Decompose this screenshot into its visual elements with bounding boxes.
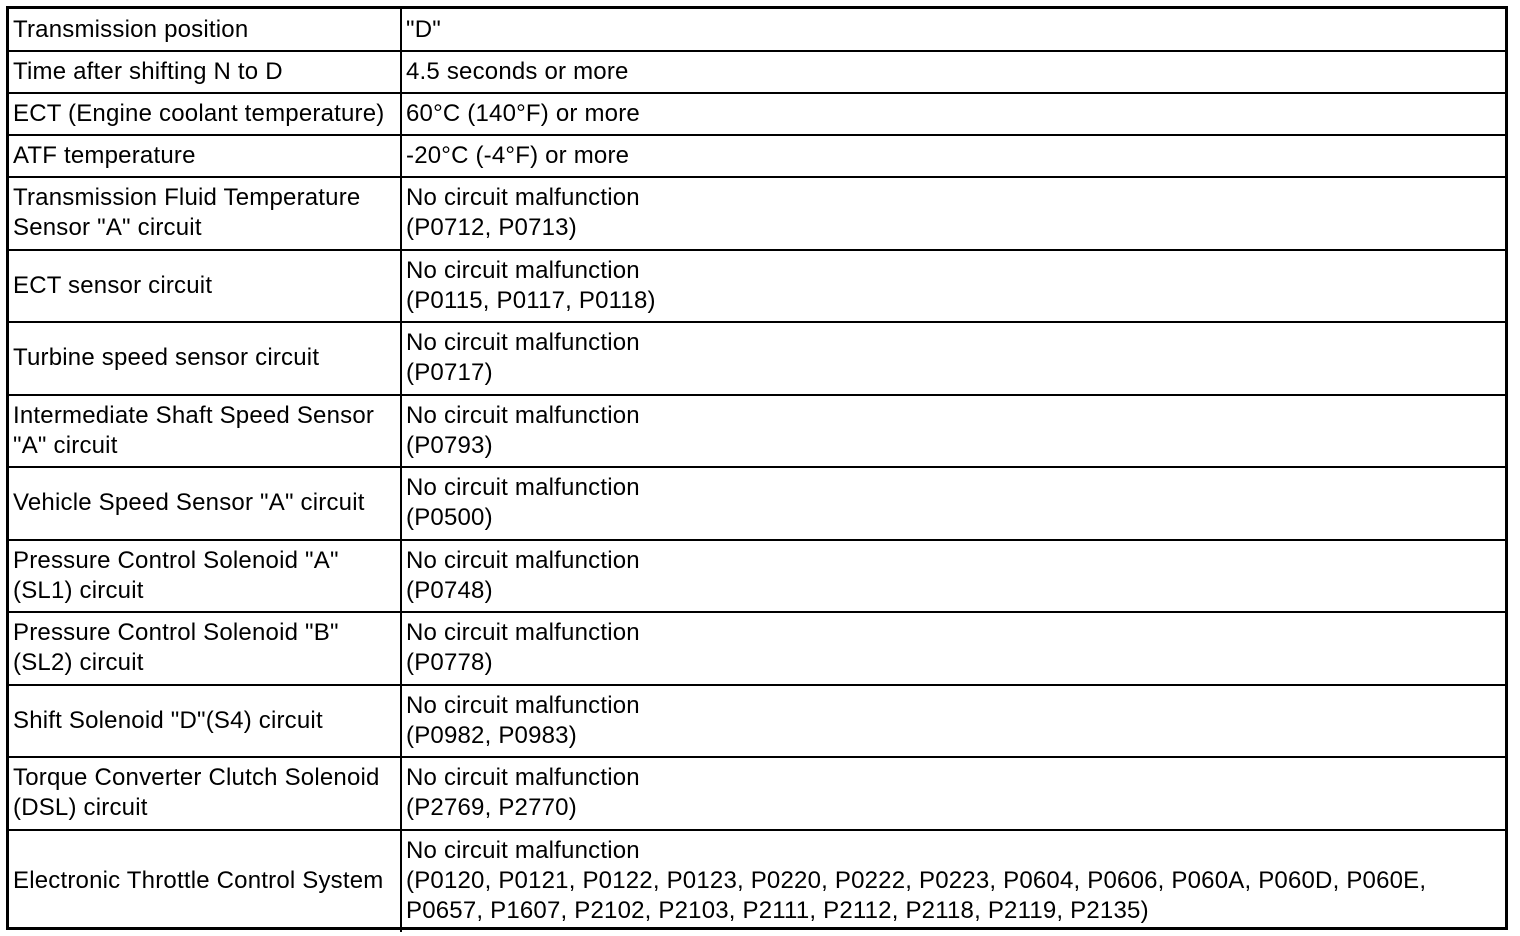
condition-cell bbox=[401, 830, 1505, 932]
condition-cell bbox=[401, 93, 1505, 135]
condition-cell bbox=[401, 9, 1505, 51]
item-label-line: Torque Converter Clutch Solenoid bbox=[13, 764, 380, 792]
item-cell bbox=[9, 135, 401, 177]
item-cell bbox=[9, 51, 401, 93]
condition-cell bbox=[401, 540, 1505, 613]
table-row bbox=[9, 9, 1505, 51]
table-row bbox=[9, 177, 1505, 250]
item-label: Transmission position bbox=[13, 15, 249, 43]
table-row bbox=[9, 830, 1505, 932]
dtc-codes: (P0712, P0713) bbox=[406, 214, 577, 242]
dtc-codes: (P0115, P0117, P0118) bbox=[406, 286, 656, 314]
item-label-line: Intermediate Shaft Speed Sensor bbox=[13, 401, 375, 429]
item-cell bbox=[9, 757, 401, 830]
table-row bbox=[9, 250, 1505, 323]
item-label: Time after shifting N to D bbox=[13, 58, 283, 85]
item-label-line: Pressure Control Solenoid "B" bbox=[13, 619, 339, 647]
item-label: Vehicle Speed Sensor "A" circuit bbox=[13, 489, 365, 517]
condition-text: No circuit malfunction bbox=[406, 329, 640, 357]
dtc-codes: (P0717) bbox=[406, 359, 493, 387]
item-cell bbox=[9, 612, 401, 685]
item-label: ATF temperature bbox=[13, 142, 196, 169]
dtc-codes: (P0982, P0983) bbox=[406, 721, 577, 749]
table-row bbox=[9, 395, 1505, 468]
condition-text: No circuit malfunction bbox=[406, 184, 640, 212]
item-cell bbox=[9, 540, 401, 613]
condition-cell bbox=[401, 467, 1505, 540]
condition-text: 4.5 seconds or more bbox=[406, 58, 629, 85]
condition-cell bbox=[401, 395, 1505, 468]
table-row bbox=[9, 322, 1505, 395]
condition-cell bbox=[401, 177, 1505, 250]
table-row bbox=[9, 757, 1505, 830]
item-label: ECT sensor circuit bbox=[13, 271, 213, 299]
item-label-line: Transmission Fluid Temperature bbox=[13, 184, 361, 212]
item-label-line: Pressure Control Solenoid "A" bbox=[13, 546, 339, 574]
table-row bbox=[9, 685, 1505, 758]
condition-cell bbox=[401, 250, 1505, 323]
item-cell bbox=[9, 177, 401, 250]
condition-text: No circuit malfunction bbox=[406, 401, 640, 429]
item-label: Turbine speed sensor circuit bbox=[13, 344, 320, 372]
item-label: Shift Solenoid "D"(S4) circuit bbox=[13, 706, 323, 734]
condition-cell bbox=[401, 135, 1505, 177]
item-label-line: (SL1) circuit bbox=[13, 576, 144, 604]
item-cell bbox=[9, 9, 401, 51]
item-cell bbox=[9, 830, 401, 932]
condition-text: No circuit malfunction bbox=[406, 619, 640, 647]
item-cell bbox=[9, 685, 401, 758]
condition-cell bbox=[401, 612, 1505, 685]
item-cell bbox=[9, 250, 401, 323]
item-label: ECT (Engine coolant temperature) bbox=[13, 100, 385, 127]
table-row bbox=[9, 467, 1505, 540]
condition-text: No circuit malfunction bbox=[406, 546, 640, 574]
item-label-line: (SL2) circuit bbox=[13, 649, 144, 677]
condition-text: No circuit malfunction bbox=[406, 837, 640, 864]
table-row bbox=[9, 540, 1505, 613]
condition-text: No circuit malfunction bbox=[406, 764, 640, 792]
item-label-line: Sensor "A" circuit bbox=[13, 214, 202, 242]
condition-cell bbox=[401, 757, 1505, 830]
dtc-codes: (P0500) bbox=[406, 504, 493, 532]
item-label: Electronic Throttle Control System bbox=[13, 867, 384, 894]
table-row bbox=[9, 51, 1505, 93]
dtc-codes: (P2769, P2770) bbox=[406, 794, 577, 822]
table-row bbox=[9, 93, 1505, 135]
item-label-line: (DSL) circuit bbox=[13, 794, 148, 822]
item-cell bbox=[9, 467, 401, 540]
item-cell bbox=[9, 395, 401, 468]
condition-cell bbox=[401, 685, 1505, 758]
condition-cell bbox=[401, 322, 1505, 395]
condition-cell bbox=[401, 51, 1505, 93]
dtc-codes-line: (P0120, P0121, P0122, P0123, P0220, P0222, P0223, P0604, P0606, P060A, P060D, P060E, bbox=[406, 867, 1427, 894]
dtc-codes-line: P0657, P1607, P2102, P2103, P2111, P2112, P2118, P2119, P2135) bbox=[406, 897, 1149, 924]
item-cell bbox=[9, 93, 401, 135]
condition-text: No circuit malfunction bbox=[406, 256, 640, 284]
conditions-table-frame bbox=[6, 6, 1508, 930]
item-cell bbox=[9, 322, 401, 395]
item-label-line: "A" circuit bbox=[13, 431, 118, 459]
table-row bbox=[9, 612, 1505, 685]
condition-text: No circuit malfunction bbox=[406, 474, 640, 502]
condition-text: No circuit malfunction bbox=[406, 691, 640, 719]
conditions-table bbox=[9, 9, 1505, 932]
dtc-codes: (P0778) bbox=[406, 649, 493, 677]
table-row bbox=[9, 135, 1505, 177]
condition-text: 60°C (140°F) or more bbox=[406, 100, 640, 127]
condition-text: "D" bbox=[406, 15, 441, 43]
condition-text: -20°C (-4°F) or more bbox=[406, 142, 630, 169]
dtc-codes: (P0793) bbox=[406, 431, 493, 459]
dtc-codes: (P0748) bbox=[406, 576, 493, 604]
